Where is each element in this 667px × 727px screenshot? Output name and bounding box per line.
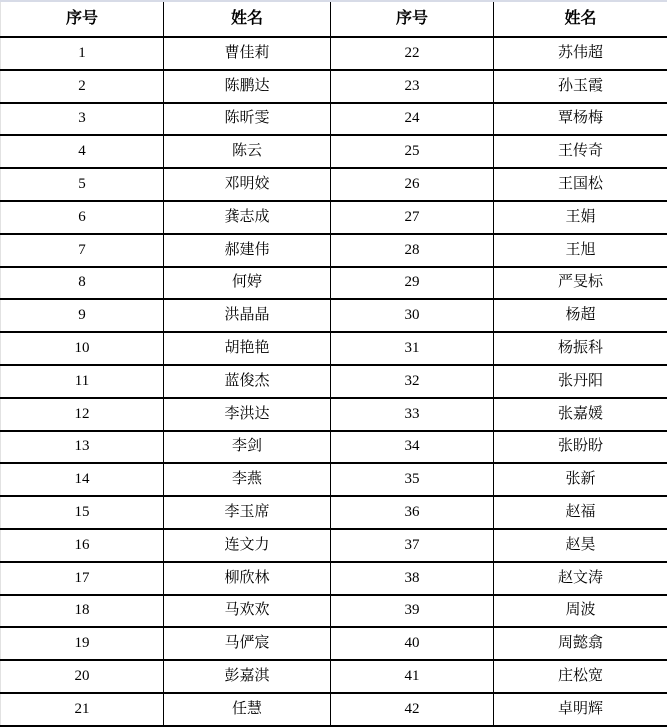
serial-cell-right[interactable]: 35 (331, 463, 494, 496)
serial-cell-left[interactable]: 4 (1, 135, 164, 168)
serial-cell-right[interactable]: 22 (331, 37, 494, 70)
name-cell-right[interactable]: 王国松 (494, 168, 667, 201)
name-cell-left[interactable]: 郝建伟 (164, 234, 331, 267)
serial-cell-left[interactable]: 5 (1, 168, 164, 201)
serial-cell-right[interactable]: 32 (331, 365, 494, 398)
serial-cell-left[interactable]: 20 (1, 660, 164, 693)
name-cell-right[interactable]: 赵文涛 (494, 562, 667, 595)
name-cell-left[interactable]: 陈鹏达 (164, 70, 331, 103)
table-row (1, 332, 667, 365)
name-cell-right[interactable]: 覃杨梅 (494, 103, 667, 136)
table-row (1, 299, 667, 332)
table-row (1, 562, 667, 595)
serial-cell-right[interactable]: 34 (331, 431, 494, 464)
table-body (1, 37, 667, 726)
table-row (1, 496, 667, 529)
column-header-serial-right[interactable]: 序号 (331, 1, 494, 37)
serial-cell-left[interactable]: 11 (1, 365, 164, 398)
name-cell-left[interactable]: 龚志成 (164, 201, 331, 234)
table-row (1, 529, 667, 562)
name-cell-right[interactable]: 赵福 (494, 496, 667, 529)
table-row (1, 267, 667, 300)
serial-cell-left[interactable]: 16 (1, 529, 164, 562)
table-row (1, 463, 667, 496)
serial-cell-right[interactable]: 40 (331, 627, 494, 660)
serial-cell-right[interactable]: 41 (331, 660, 494, 693)
serial-cell-left[interactable]: 7 (1, 234, 164, 267)
name-cell-left[interactable]: 连文力 (164, 529, 331, 562)
serial-cell-left[interactable]: 8 (1, 267, 164, 300)
serial-cell-right[interactable]: 38 (331, 562, 494, 595)
name-cell-right[interactable]: 王娟 (494, 201, 667, 234)
name-cell-left[interactable]: 何婷 (164, 267, 331, 300)
name-cell-left[interactable]: 曹佳莉 (164, 37, 331, 70)
name-cell-right[interactable]: 严旻标 (494, 267, 667, 300)
name-cell-right[interactable]: 杨超 (494, 299, 667, 332)
column-header-name-left[interactable]: 姓名 (164, 1, 331, 37)
name-cell-right[interactable]: 苏伟超 (494, 37, 667, 70)
name-cell-right[interactable]: 张新 (494, 463, 667, 496)
table-row (1, 234, 667, 267)
table-row (1, 103, 667, 136)
table-row (1, 693, 667, 726)
name-cell-left[interactable]: 胡艳艳 (164, 332, 331, 365)
name-cell-right[interactable]: 赵昊 (494, 529, 667, 562)
serial-cell-right[interactable]: 37 (331, 529, 494, 562)
serial-cell-left[interactable]: 19 (1, 627, 164, 660)
name-cell-right[interactable]: 王传奇 (494, 135, 667, 168)
name-cell-right[interactable]: 周懿翕 (494, 627, 667, 660)
serial-cell-right[interactable]: 29 (331, 267, 494, 300)
table-row (1, 365, 667, 398)
name-cell-left[interactable]: 马欢欢 (164, 595, 331, 628)
serial-cell-left[interactable]: 10 (1, 332, 164, 365)
serial-cell-right[interactable]: 33 (331, 398, 494, 431)
serial-cell-left[interactable]: 13 (1, 431, 164, 464)
table-row (1, 431, 667, 464)
serial-cell-left[interactable]: 9 (1, 299, 164, 332)
serial-cell-right[interactable]: 36 (331, 496, 494, 529)
serial-cell-right[interactable]: 26 (331, 168, 494, 201)
serial-cell-right[interactable]: 25 (331, 135, 494, 168)
table-row (1, 70, 667, 103)
table-row (1, 627, 667, 660)
serial-cell-right[interactable]: 28 (331, 234, 494, 267)
serial-cell-left[interactable]: 3 (1, 103, 164, 136)
table-row (1, 660, 667, 693)
name-cell-right[interactable]: 张盼盼 (494, 431, 667, 464)
serial-cell-right[interactable]: 30 (331, 299, 494, 332)
name-cell-left[interactable]: 李洪达 (164, 398, 331, 431)
table-row (1, 37, 667, 70)
name-cell-left[interactable]: 洪晶晶 (164, 299, 331, 332)
table-row (1, 201, 667, 234)
serial-cell-left[interactable]: 18 (1, 595, 164, 628)
serial-cell-left[interactable]: 2 (1, 70, 164, 103)
name-cell-left[interactable]: 邓明姣 (164, 168, 331, 201)
name-cell-right[interactable]: 卓明辉 (494, 693, 667, 726)
name-cell-right[interactable]: 张丹阳 (494, 365, 667, 398)
table-row (1, 135, 667, 168)
header-row (1, 1, 667, 37)
name-cell-right[interactable]: 杨振科 (494, 332, 667, 365)
serial-cell-right[interactable]: 39 (331, 595, 494, 628)
serial-cell-left[interactable]: 14 (1, 463, 164, 496)
name-cell-right[interactable]: 张嘉媛 (494, 398, 667, 431)
name-cell-left[interactable]: 李玉席 (164, 496, 331, 529)
serial-cell-right[interactable]: 42 (331, 693, 494, 726)
name-cell-left[interactable]: 柳欣林 (164, 562, 331, 595)
serial-cell-right[interactable]: 24 (331, 103, 494, 136)
table-row (1, 398, 667, 431)
name-cell-left[interactable]: 陈昕雯 (164, 103, 331, 136)
column-header-name-right[interactable]: 姓名 (494, 1, 667, 37)
serial-cell-left[interactable]: 21 (1, 693, 164, 726)
name-cell-right[interactable]: 庄松宽 (494, 660, 667, 693)
name-cell-left[interactable]: 任慧 (164, 693, 331, 726)
name-cell-right[interactable]: 周波 (494, 595, 667, 628)
serial-cell-left[interactable]: 17 (1, 562, 164, 595)
name-cell-left[interactable]: 李剑 (164, 431, 331, 464)
name-cell-left[interactable]: 陈云 (164, 135, 331, 168)
table-row (1, 168, 667, 201)
table-header (1, 1, 667, 37)
serial-cell-left[interactable]: 15 (1, 496, 164, 529)
name-cell-right[interactable]: 孙玉霞 (494, 70, 667, 103)
name-cell-right[interactable]: 王旭 (494, 234, 667, 267)
name-cell-left[interactable]: 马俨宸 (164, 627, 331, 660)
name-cell-left[interactable]: 蓝俊杰 (164, 365, 331, 398)
name-cell-left[interactable]: 李燕 (164, 463, 331, 496)
serial-cell-right[interactable]: 23 (331, 70, 494, 103)
serial-cell-left[interactable]: 12 (1, 398, 164, 431)
table-row (1, 595, 667, 628)
serial-cell-left[interactable]: 6 (1, 201, 164, 234)
column-header-serial-left[interactable]: 序号 (1, 1, 164, 37)
serial-cell-right[interactable]: 27 (331, 201, 494, 234)
name-cell-left[interactable]: 彭嘉淇 (164, 660, 331, 693)
serial-cell-left[interactable]: 1 (1, 37, 164, 70)
serial-cell-right[interactable]: 31 (331, 332, 494, 365)
